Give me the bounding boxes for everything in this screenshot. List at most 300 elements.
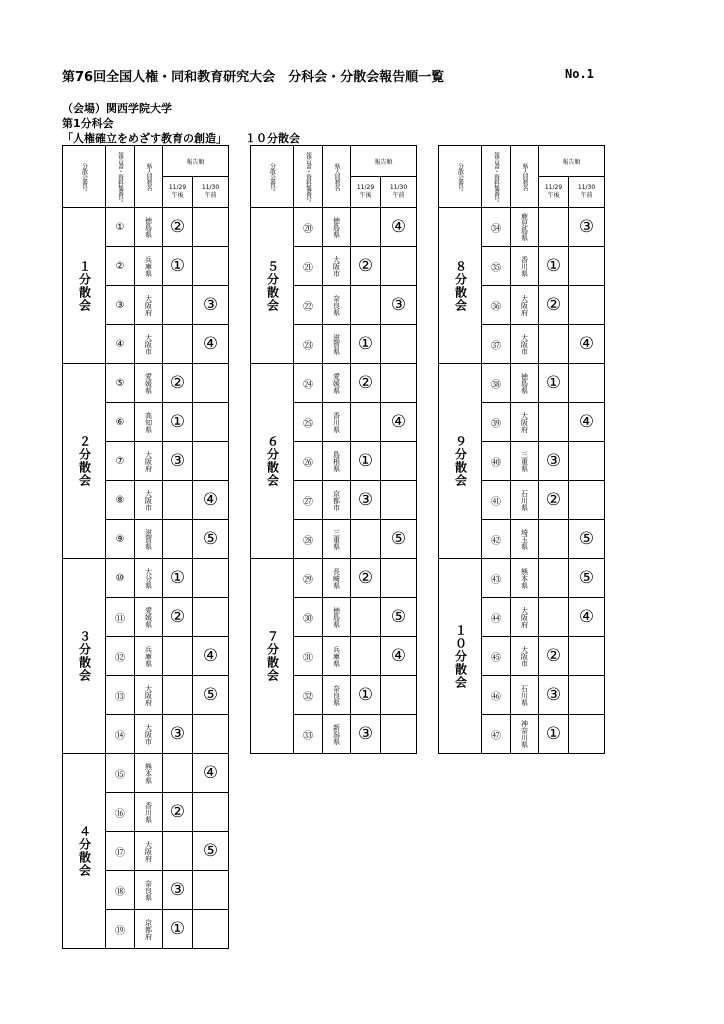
header-row [63,146,229,177]
prefecture-cell [511,559,539,598]
order-day1 [351,637,381,676]
prefecture-name: 大阪府 [144,684,153,706]
header-row [251,146,417,177]
order-day2: ⑤ [569,520,605,559]
report-number: ㊼ [482,715,511,754]
order-day1: ② [351,559,381,598]
prefecture-cell [511,286,539,325]
order-day1: ③ [539,442,569,481]
order-day2 [381,364,417,403]
order-day2 [381,247,417,286]
prefecture-cell [511,208,539,247]
order-day2 [193,364,229,403]
report-number: ㉞ [482,208,511,247]
prefecture-cell [323,481,351,520]
prefecture-cell [323,442,351,481]
order-day2: ⑤ [193,520,229,559]
table-row [439,364,605,403]
prefecture-name: 兵庫県 [144,255,153,277]
report-number: ⑪ [106,598,135,637]
prefecture-name: 神奈川県 [520,720,529,748]
prefecture-cell [135,442,163,481]
order-day2 [193,442,229,481]
prefecture-name: 徳島県 [332,606,341,628]
order-day2 [193,871,229,910]
prefecture-cell [135,754,163,793]
prefecture-cell [323,247,351,286]
order-day1 [351,598,381,637]
report-number: ㉔ [294,364,323,403]
prefecture-cell [135,559,163,598]
prefecture-cell [135,481,163,520]
order-day1 [539,520,569,559]
header-org-text: 県人同教名 [333,162,340,191]
order-day1 [539,403,569,442]
header-report-no-text: 報告書・資料集番号 [116,151,124,202]
order-day1 [163,325,193,364]
order-day2: ④ [569,598,605,637]
order-day1 [163,637,193,676]
table-row [63,754,229,793]
theme-line [62,130,300,146]
order-day2: ③ [193,286,229,325]
report-number: ⑱ [106,871,135,910]
header-session-no-text: 分散会番号 [268,162,276,191]
order-day2 [193,559,229,598]
order-day2 [569,247,605,286]
session-label: ６分散会 [265,435,280,487]
report-number: ⑲ [106,910,135,949]
order-day2 [569,364,605,403]
header-day1 [351,177,381,208]
report-number: ㊴ [482,403,511,442]
report-number: ㉖ [294,442,323,481]
prefecture-name: 大阪市 [144,333,153,355]
prefecture-cell [323,325,351,364]
header-day2-time: 午前 [204,192,217,199]
order-day1 [351,403,381,442]
header-day1-time: 午後 [171,192,184,199]
order-day2 [193,793,229,832]
prefecture-cell [323,286,351,325]
order-day2 [193,247,229,286]
session-label: １分散会 [77,259,92,312]
header-day2 [569,177,605,208]
prefecture-name: 奈良県 [144,879,153,901]
prefecture-cell [323,559,351,598]
header-day2 [193,177,229,208]
prefecture-name: 鹿児島県 [520,213,529,241]
table-row [63,364,229,403]
session-cell [63,559,106,754]
prefecture-name: 熊本県 [144,762,153,784]
prefecture-name: 徳島県 [144,216,153,238]
prefecture-cell [511,481,539,520]
prefecture-cell [323,520,351,559]
header-day2-date: 11/30 [577,184,596,191]
header-day1 [539,177,569,208]
header-org [135,146,163,208]
report-number: ㉒ [294,286,323,325]
header-session-no [63,146,106,208]
prefecture-cell [135,637,163,676]
order-day2 [569,481,605,520]
header-org [511,146,539,208]
report-number: ㉘ [294,520,323,559]
table-row [439,559,605,598]
report-number: ㉓ [294,325,323,364]
prefecture-name: 大阪府 [520,411,529,433]
prefecture-cell [511,598,539,637]
prefecture-name: 大阪市 [332,255,341,277]
order-day1 [163,520,193,559]
report-order-table [438,145,605,754]
prefecture-name: 大阪府 [144,294,153,316]
prefecture-name: 大阪府 [520,606,529,628]
subsession-count: １０分散会 [245,132,300,145]
prefecture-name: 大阪府 [520,294,529,316]
session-label: ７分散会 [265,630,280,682]
header-day1-date: 11/29 [356,184,375,191]
prefecture-cell [135,286,163,325]
prefecture-cell [135,247,163,286]
report-number: ⑤ [106,364,135,403]
prefecture-name: 兵庫県 [332,645,341,667]
order-day2 [381,676,417,715]
order-day2: ③ [569,208,605,247]
prefecture-name: 埼玉県 [520,528,529,550]
table-row [251,559,417,598]
order-day1: ② [351,247,381,286]
order-day1 [163,676,193,715]
prefecture-cell [135,520,163,559]
session-cell [251,208,294,364]
report-order-table [250,145,417,754]
order-day1 [163,286,193,325]
report-number: ⑦ [106,442,135,481]
prefecture-name: 大阪市 [144,489,153,511]
order-day1 [539,559,569,598]
order-day2 [569,637,605,676]
report-number: ㊶ [482,481,511,520]
report-number: ㊲ [482,325,511,364]
prefecture-cell [135,325,163,364]
prefecture-name: 香川県 [332,411,341,433]
order-day2 [381,715,417,754]
prefecture-cell [511,637,539,676]
table-row [251,364,417,403]
order-day2 [381,559,417,598]
order-day1: ② [163,793,193,832]
order-day1 [163,832,193,871]
order-day2: ④ [381,403,417,442]
prefecture-name: 大阪市 [520,645,529,667]
header-day1-time: 午後 [547,192,560,199]
order-day2: ④ [569,403,605,442]
prefecture-name: 三重県 [520,450,529,472]
prefecture-cell [511,325,539,364]
prefecture-cell [323,676,351,715]
order-day1: ② [163,364,193,403]
header-day2 [381,177,417,208]
prefecture-cell [511,364,539,403]
page-number: No.1 [565,67,594,81]
header-day2-date: 11/30 [389,184,408,191]
header-report-no-text: 報告書・資料集番号 [492,151,500,202]
session-label: ８分散会 [453,259,468,312]
report-number: ⑩ [106,559,135,598]
order-day2 [569,715,605,754]
order-day1: ① [163,247,193,286]
order-day2: ③ [381,286,417,325]
report-number: ⑮ [106,754,135,793]
order-day1: ③ [163,715,193,754]
report-number: ⑧ [106,481,135,520]
header-day1-time: 午後 [359,192,372,199]
report-number: ㉕ [294,403,323,442]
prefecture-cell [511,442,539,481]
prefecture-name: 大分県 [144,567,153,589]
order-day2: ⑤ [193,676,229,715]
order-day2: ④ [569,325,605,364]
header-org-text: 県人同教名 [145,162,152,191]
report-number: ⑥ [106,403,135,442]
header-session-no [439,146,482,208]
session-label: ９分散会 [453,435,468,487]
prefecture-name: 島根県 [332,450,341,472]
session-cell [439,208,482,364]
report-number: ㉚ [294,598,323,637]
order-day1: ① [351,325,381,364]
order-day2: ④ [381,208,417,247]
session-label: ３分散会 [77,630,92,682]
report-number: ⑭ [106,715,135,754]
order-day1 [163,481,193,520]
table-row [63,559,229,598]
order-day1 [539,325,569,364]
order-day2 [569,286,605,325]
report-number: ㊵ [482,442,511,481]
header-session-no-text: 分散会番号 [456,162,464,191]
order-day1: ① [163,910,193,949]
theme-title: 「人権確立をめざす教育の創造」 [62,132,227,145]
prefecture-cell [323,715,351,754]
prefecture-cell [323,598,351,637]
order-day2: ⑤ [381,520,417,559]
order-day1 [539,598,569,637]
report-number: ④ [106,325,135,364]
order-day2: ④ [193,481,229,520]
report-number: ㊻ [482,676,511,715]
order-day2: ④ [381,637,417,676]
order-day2: ⑤ [381,598,417,637]
prefecture-name: 京都府 [144,918,153,940]
order-day1: ② [351,364,381,403]
header-day1-date: 11/29 [168,184,187,191]
report-order-table [62,145,229,949]
session-cell [63,364,106,559]
order-day2 [569,442,605,481]
report-number: ③ [106,286,135,325]
order-day1 [539,208,569,247]
order-day2: ④ [193,754,229,793]
prefecture-cell [323,364,351,403]
prefecture-name: 京都市 [332,489,341,511]
order-day1 [163,754,193,793]
report-number: ㉑ [294,247,323,286]
order-day1: ① [351,442,381,481]
table-row [251,208,417,247]
order-day1: ② [539,286,569,325]
prefecture-name: 香川県 [144,801,153,823]
report-number: ㊹ [482,598,511,637]
header-day2-date: 11/30 [201,184,220,191]
header-report-order: 報告順 [539,146,605,177]
order-day2: ⑤ [569,559,605,598]
report-number: ㊱ [482,286,511,325]
prefecture-name: 大阪市 [144,723,153,745]
header-row [439,146,605,177]
order-day2: ④ [193,637,229,676]
report-number: ㊷ [482,520,511,559]
report-number: ⑨ [106,520,135,559]
prefecture-name: 愛媛県 [144,372,153,394]
order-day1: ③ [163,871,193,910]
report-number: ㉗ [294,481,323,520]
page-title: 第76回全国人権・同和教育研究大会 分科会・分散会報告順一覧 [62,70,445,85]
order-day1: ③ [163,442,193,481]
order-day1: ① [539,715,569,754]
report-number: ② [106,247,135,286]
order-day2 [381,325,417,364]
report-number: ㉜ [294,676,323,715]
prefecture-name: 愛媛県 [144,606,153,628]
prefecture-cell [511,520,539,559]
header-report-order: 報告順 [351,146,417,177]
prefecture-name: 石川県 [520,684,529,706]
header-report-no-text: 報告書・資料集番号 [304,151,312,202]
order-day2 [381,481,417,520]
header-day2-time: 午前 [392,192,405,199]
order-day2 [193,910,229,949]
header-session-no-text: 分散会番号 [80,162,88,191]
order-day1: ① [163,403,193,442]
order-day1: ② [539,481,569,520]
session-cell [63,208,106,364]
prefecture-name: 兵庫県 [144,645,153,667]
report-number: ㊺ [482,637,511,676]
prefecture-name: 滋賀県 [144,528,153,550]
prefecture-cell [323,637,351,676]
order-day2 [193,715,229,754]
order-day2: ⑤ [193,832,229,871]
prefecture-name: 熊本県 [520,567,529,589]
table-row [439,208,605,247]
report-number: ⑫ [106,637,135,676]
order-day1: ① [351,676,381,715]
order-day2: ④ [193,325,229,364]
prefecture-cell [135,403,163,442]
prefecture-name: 大阪府 [144,450,153,472]
report-number: ㉝ [294,715,323,754]
prefecture-name: 滋賀県 [332,333,341,355]
order-day1: ③ [539,676,569,715]
session-label: ２分散会 [77,435,92,487]
header-org-text: 県人同教名 [521,162,528,191]
table-row [63,208,229,247]
header-report-order: 報告順 [163,146,229,177]
session-cell [251,364,294,559]
order-day1 [351,208,381,247]
report-number: ⑯ [106,793,135,832]
session-label: １０分散会 [453,623,468,689]
prefecture-cell [511,715,539,754]
session-cell [439,364,482,559]
report-number: ① [106,208,135,247]
report-number: ㉛ [294,637,323,676]
order-day1: ② [163,598,193,637]
prefecture-name: 大阪市 [520,333,529,355]
prefecture-name: 石川県 [520,489,529,511]
prefecture-cell [511,676,539,715]
order-day2 [569,676,605,715]
prefecture-cell [135,832,163,871]
report-number: ⑳ [294,208,323,247]
order-day2 [381,442,417,481]
prefecture-name: 新潟県 [332,723,341,745]
prefecture-cell [135,715,163,754]
prefecture-name: 徳島県 [520,372,529,394]
prefecture-name: 奈良県 [332,684,341,706]
prefecture-cell [323,403,351,442]
prefecture-name: 大阪府 [144,840,153,862]
venue-label: （会場）関西学院大学 [62,102,172,115]
prefecture-name: 高知県 [144,411,153,433]
prefecture-name: 奈良県 [332,294,341,316]
session-cell [251,559,294,754]
header-day2-time: 午前 [580,192,593,199]
report-number: ㉟ [482,247,511,286]
prefecture-cell [323,208,351,247]
prefecture-name: 香川県 [520,255,529,277]
session-cell [63,754,106,949]
order-day1: ① [539,247,569,286]
order-day2 [193,598,229,637]
order-day1: ① [539,364,569,403]
prefecture-cell [135,910,163,949]
prefecture-cell [135,364,163,403]
prefecture-name: 長崎県 [332,567,341,589]
prefecture-cell [135,208,163,247]
order-day1 [351,520,381,559]
order-day1: ③ [351,715,381,754]
report-number: ㉙ [294,559,323,598]
report-number: ⑬ [106,676,135,715]
prefecture-cell [135,871,163,910]
header-day1-date: 11/29 [544,184,563,191]
report-number: ㊸ [482,559,511,598]
session-label: 第1分科会 [62,117,114,130]
order-day1 [351,286,381,325]
header-org [323,146,351,208]
header-report-no [482,146,511,208]
order-day1: ② [163,208,193,247]
prefecture-cell [511,403,539,442]
prefecture-name: 愛媛県 [332,372,341,394]
session-label: ４分散会 [77,825,92,877]
header-report-no [106,146,135,208]
prefecture-name: 徳島県 [332,216,341,238]
